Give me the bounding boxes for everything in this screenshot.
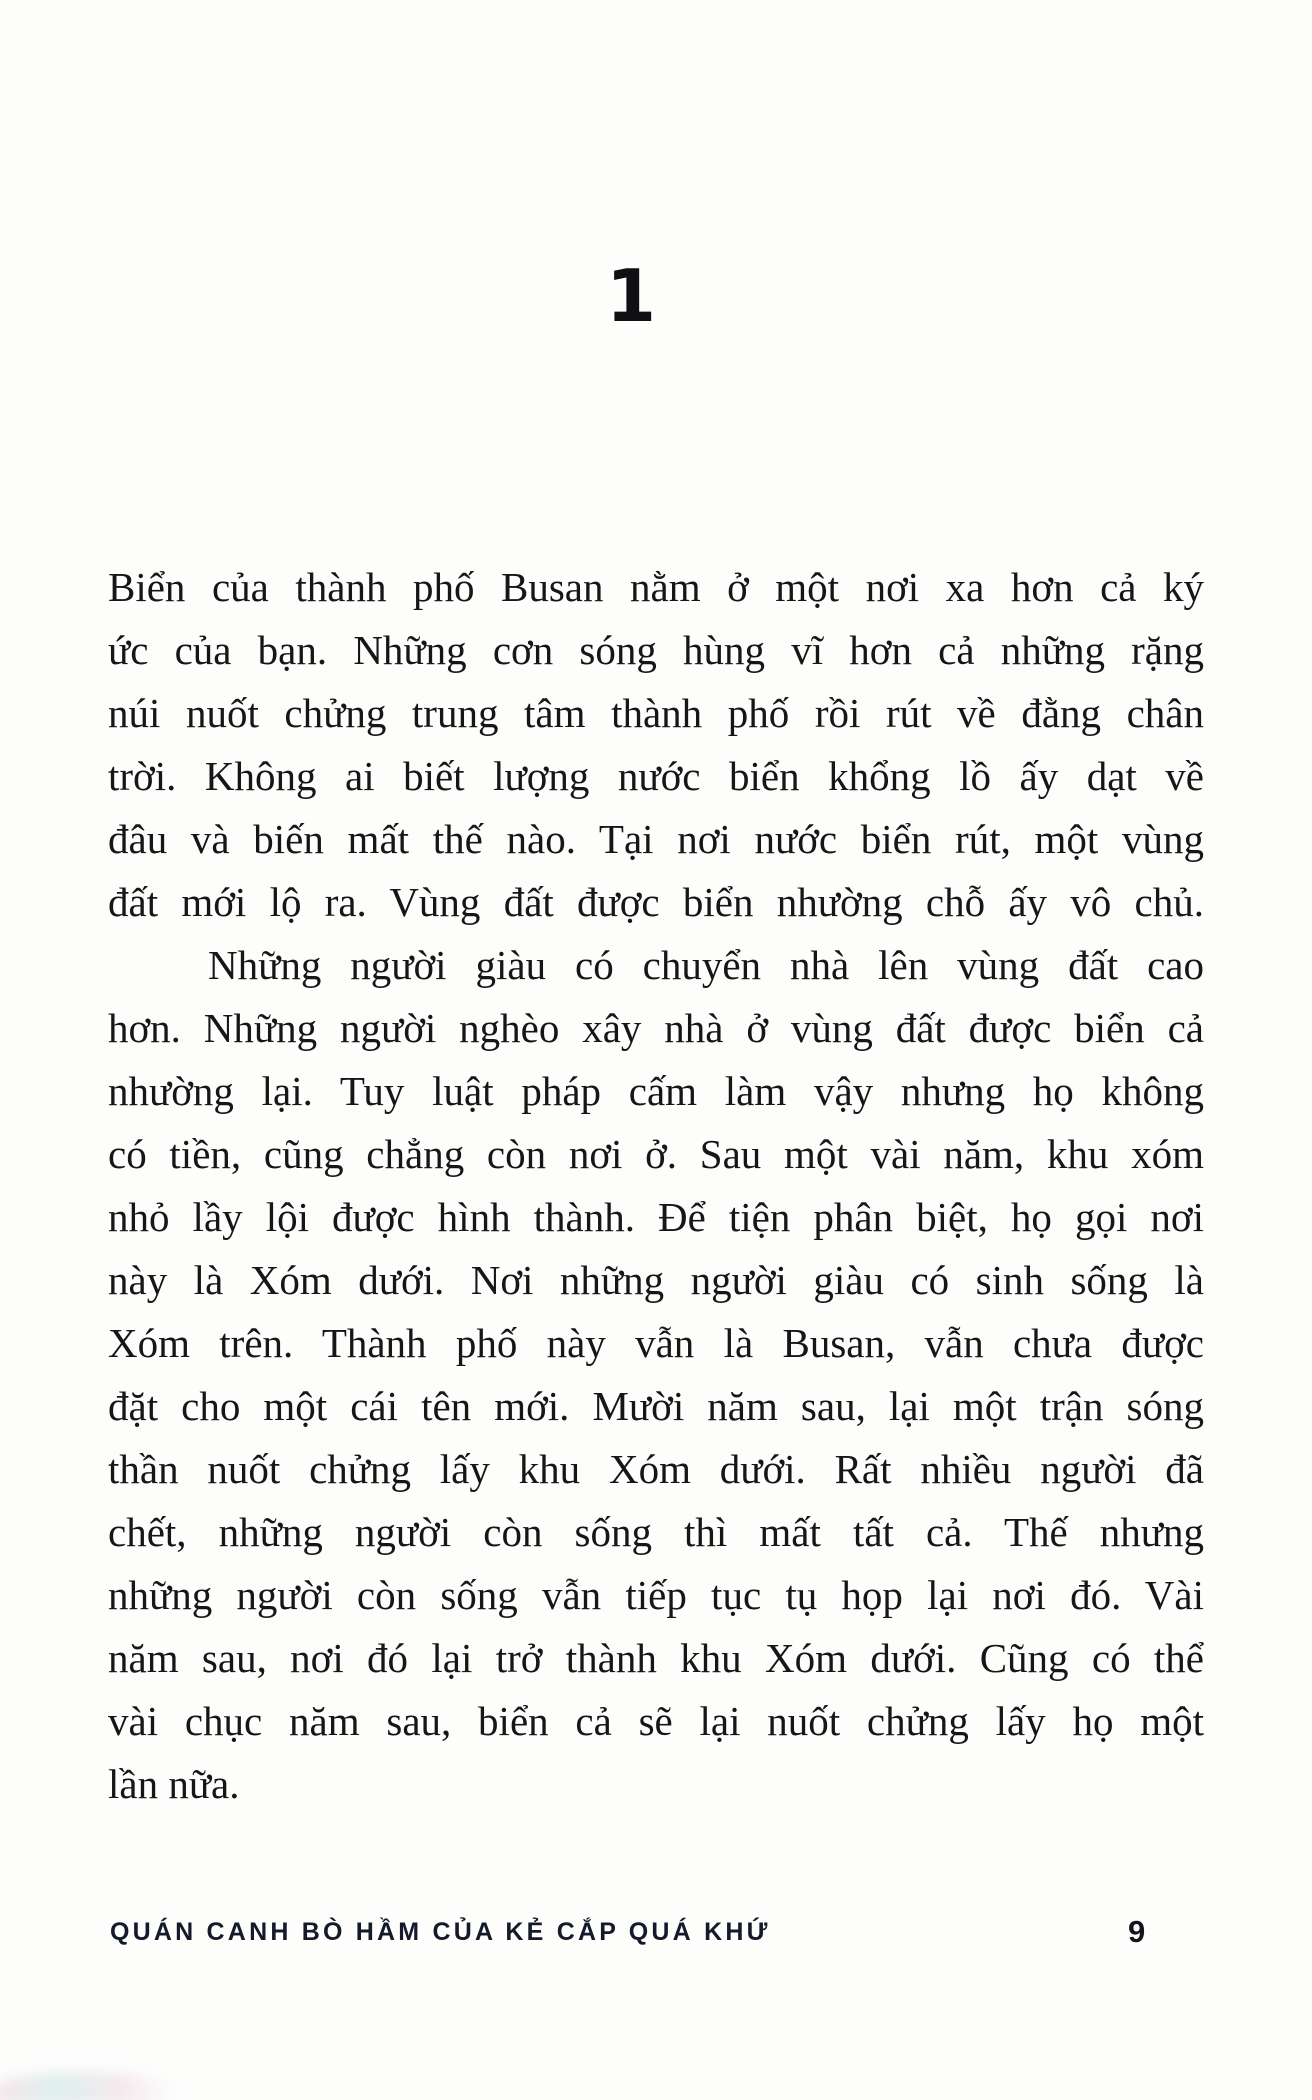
body-line: lần nữa.: [108, 1761, 240, 1807]
body-line: Biển của thành phố Busan nằm ở một nơi xa hơn cả ký: [108, 564, 1204, 610]
body-line: vài chục năm sau, biển cả sẽ lại nuốt chửng lấy họ một: [108, 1698, 1204, 1744]
body-line: trời. Không ai biết lượng nước biển khổng lồ ấy dạt về: [108, 753, 1204, 799]
body-line: những người còn sống vẫn tiếp tục tụ họp lại nơi đó. Vài: [108, 1572, 1204, 1618]
body-line: thần nuốt chửng lấy khu Xóm dưới. Rất nhiều người đã: [108, 1446, 1204, 1492]
body-line: nhỏ lầy lội được hình thành. Để tiện phân biệt, họ gọi nơi: [108, 1194, 1204, 1240]
body-line: này là Xóm dưới. Nơi những người giàu có sinh sống là: [108, 1257, 1204, 1303]
body-line: đất mới lộ ra. Vùng đất được biển nhường chỗ ấy vô chủ.: [108, 879, 1204, 925]
body-line: chết, những người còn sống thì mất tất cả. Thế nhưng: [108, 1509, 1204, 1555]
body-line: Những người giàu có chuyển nhà lên vùng đất cao: [208, 942, 1204, 988]
page-footer: [0, 1912, 1312, 1962]
page-number: 9: [1128, 1914, 1146, 1949]
chapter-number: 1: [605, 254, 657, 338]
body-text-block: [108, 556, 1204, 1816]
body-line: đặt cho một cái tên mới. Mười năm sau, lại một trận sóng: [108, 1383, 1204, 1429]
running-title: QUÁN CANH BÒ HẦM CỦA KẺ CẮP QUÁ KHỨ: [110, 1918, 771, 1946]
body-line: đâu và biến mất thế nào. Tại nơi nước biển rút, một vùng: [108, 816, 1204, 862]
body-line: hơn. Những người nghèo xây nhà ở vùng đất được biển cả: [108, 1005, 1204, 1051]
body-line: Xóm trên. Thành phố này vẫn là Busan, vẫn chưa được: [108, 1320, 1204, 1366]
body-line: nhường lại. Tuy luật pháp cấm làm vậy nhưng họ không: [108, 1068, 1204, 1114]
body-line: ức của bạn. Những cơn sóng hùng vĩ hơn cả những rặng: [108, 627, 1204, 673]
body-line: núi nuốt chửng trung tâm thành phố rồi rút về đằng chân: [108, 690, 1204, 736]
scan-smudge-artifact: [0, 2072, 177, 2100]
body-line: năm sau, nơi đó lại trở thành khu Xóm dưới. Cũng có thể: [108, 1635, 1204, 1681]
body-line: có tiền, cũng chẳng còn nơi ở. Sau một vài năm, khu xóm: [108, 1131, 1204, 1177]
